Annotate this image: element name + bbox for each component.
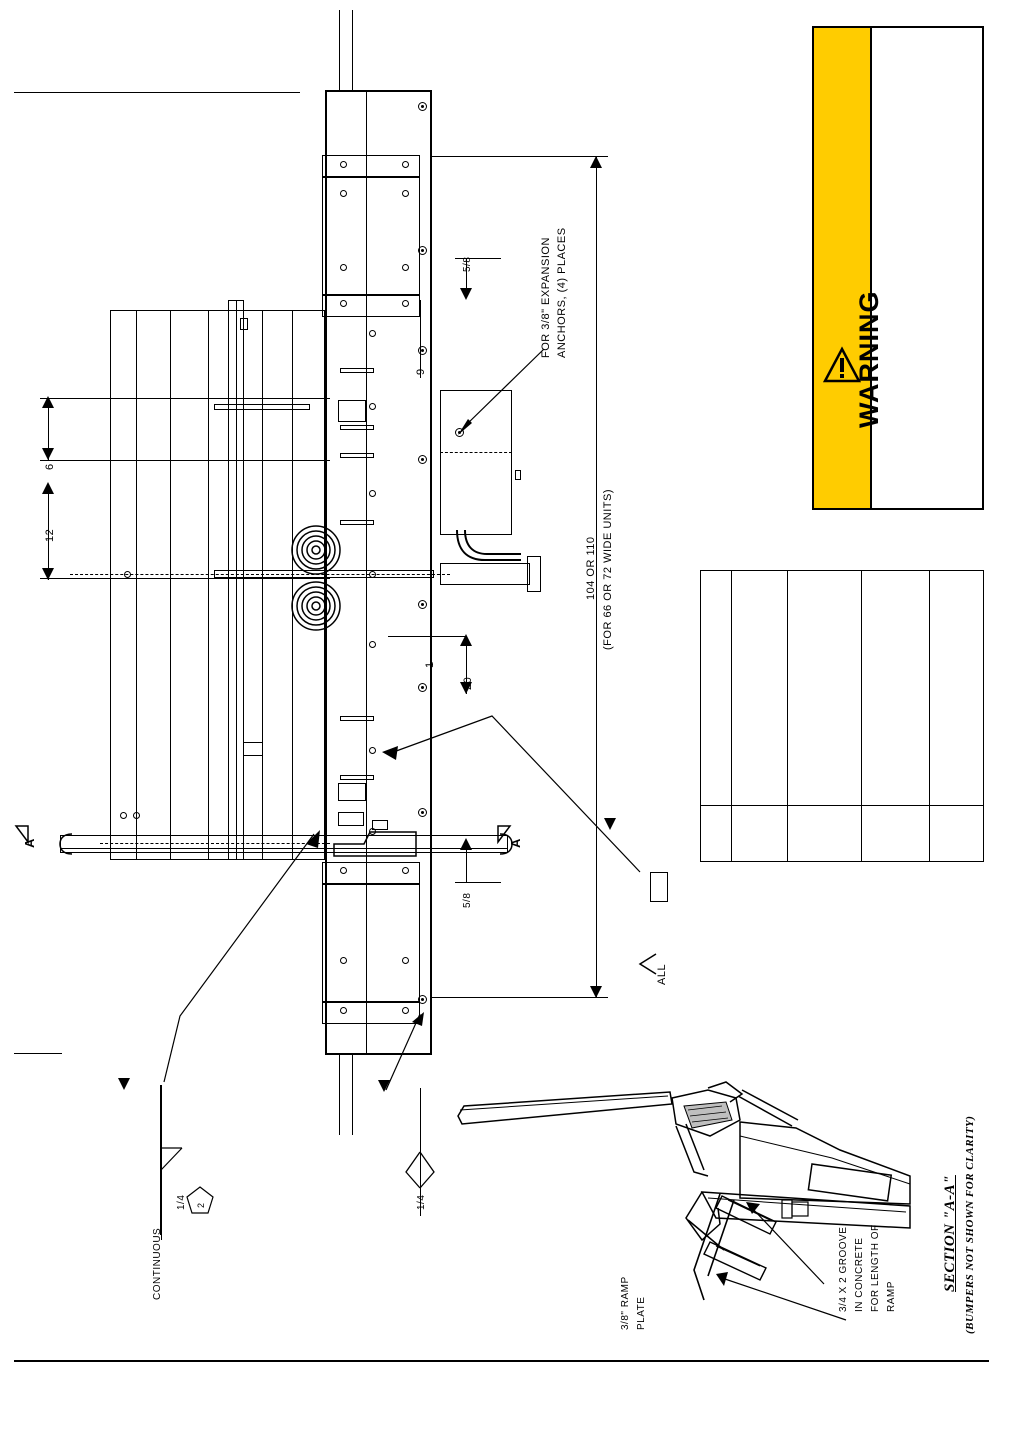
anchor-hole [402,300,409,307]
note-groove-line4: RAMP [886,1281,897,1312]
weld-triangle-icon [378,1080,390,1092]
web-hole [369,641,376,648]
bolt-icon [418,683,427,692]
dim-arrow [42,448,54,460]
dim-arrow [460,288,472,300]
note-ramp-plate-line1: 3/8" RAMP [620,1276,631,1330]
anchor-hole [402,957,409,964]
web-hole [369,403,376,410]
anchor-hole [340,957,347,964]
bolt-icon [418,600,427,609]
dim-9-line [420,300,421,378]
web-slot [340,425,374,430]
anchor-hole [402,190,409,197]
note-anchors-line1: FOR 3/8" EXPANSION [540,237,552,358]
dim-ext-line [432,156,608,157]
anchor-hole [340,867,347,874]
web-slot [340,716,374,721]
control-box-conduit [455,530,535,570]
weld-symbol-fillet [152,1140,186,1176]
dim-ext-left-3 [40,578,330,579]
web-hole [369,490,376,497]
spring-coil-upper [288,522,344,578]
web-slot [340,453,374,458]
dim-ext-line [432,997,608,998]
note-groove-line2: IN CONCRETE [854,1237,865,1312]
rail-line-4 [352,1055,353,1135]
center-line-horizontal [70,574,450,575]
web-hole [369,747,376,754]
deck-hole [120,812,127,819]
web-hole [369,330,376,337]
spring-coil-lower [288,578,344,634]
deck-rib [208,310,209,860]
bolt-icon [418,455,427,464]
weld-triangle-icon [604,818,616,830]
dim-12-text: 12 [44,528,56,542]
weld-symbol-all [636,952,658,976]
anchor-center-line [440,452,512,453]
weld-triangle-icon [118,1078,130,1090]
hinge-cap [240,318,248,330]
web-slot [340,368,374,373]
rail-line-1 [339,10,340,90]
sheet-bottom-rule [14,1360,989,1362]
rail-line-2 [352,10,353,90]
weld-continuous-size: 1/4 [176,1194,187,1210]
section-mark-right: A [508,838,523,848]
groove-leader [716,1268,856,1338]
dim-1-text: 1 [424,661,436,668]
web-plate [338,400,366,422]
spec-table [700,570,984,862]
bumper-mount [338,812,364,826]
warning-label-text: WARNING [854,290,884,428]
warning-label-band [814,28,872,508]
dim-overall-text: 104 OR 110 [585,536,597,600]
note-groove-line1: 3/4 X 2 GROOVE [838,1226,849,1312]
anchor-hole [402,264,409,271]
dim-arrow [590,156,602,168]
anchor-note-leader [452,345,548,441]
deck-hole [133,812,140,819]
sheet-edge-line-top [14,92,300,93]
anchor-hole [340,161,347,168]
note-ramp-plate-line2: PLATE [636,1296,647,1330]
pivot-rod [214,404,310,410]
weld-symbol-fillet-2 [402,1150,438,1190]
weld-detail-number: 2 [196,1202,206,1208]
dim-overall-note: (FOR 66 OR 72 WIDE UNITS) [602,488,614,650]
weld-all-label: ALL [656,963,668,985]
section-note: (BUMPERS NOT SHOWN FOR CLARITY) [964,1115,976,1334]
dim-58-bottom-text: 5/8 [462,892,473,908]
dim-9-text: 9 [415,368,427,375]
dim-6-text: 6 [44,463,56,470]
weld-quarter-size: 1/4 [416,1194,427,1210]
web-plate [338,783,366,801]
hinge-tube-center [236,300,237,860]
warning-label [812,26,984,510]
lip-plate-end [58,832,80,856]
anchor-hole [340,264,347,271]
bolt-icon [418,995,427,1004]
dim-20-text: 20 [462,676,474,690]
sheet-edge-line-bottom [14,1053,62,1054]
bolt-icon [418,246,427,255]
anchor-hole [340,190,347,197]
note-groove-line3: FOR LENGTH OF [870,1224,881,1312]
anchor-hole [340,300,347,307]
dim-58-top-text: 5/8 [462,256,473,272]
section-arrow-left [14,824,30,844]
warning-triangle-icon [822,346,862,386]
dim-1-ext [388,636,466,637]
anchor-hole [340,1007,347,1014]
deck-rib [262,310,263,860]
dim-ext-left-1 [40,398,330,399]
weld-continuous-label: CONTINUOUS [152,1227,163,1300]
section-mark-left: A [22,838,37,848]
dim-ext-left-2 [40,460,330,461]
deck-tab [243,742,263,756]
web-slot [340,775,374,780]
web-slot [340,520,374,525]
weld-tail-box [650,872,668,902]
note-anchors-line2: ANCHORS, (4) PLACES [556,227,568,358]
weld-detail-balloon [186,1186,214,1216]
dim-arrow [42,482,54,494]
deck-rib [136,310,137,860]
control-box-latch [515,470,521,480]
bolt-icon [418,102,427,111]
section-title: SECTION "A-A" [942,1175,958,1292]
deck-rib [170,310,171,860]
all-weld-leader [382,714,662,899]
anchor-hole [402,161,409,168]
continuous-weld-leader [120,830,340,1090]
